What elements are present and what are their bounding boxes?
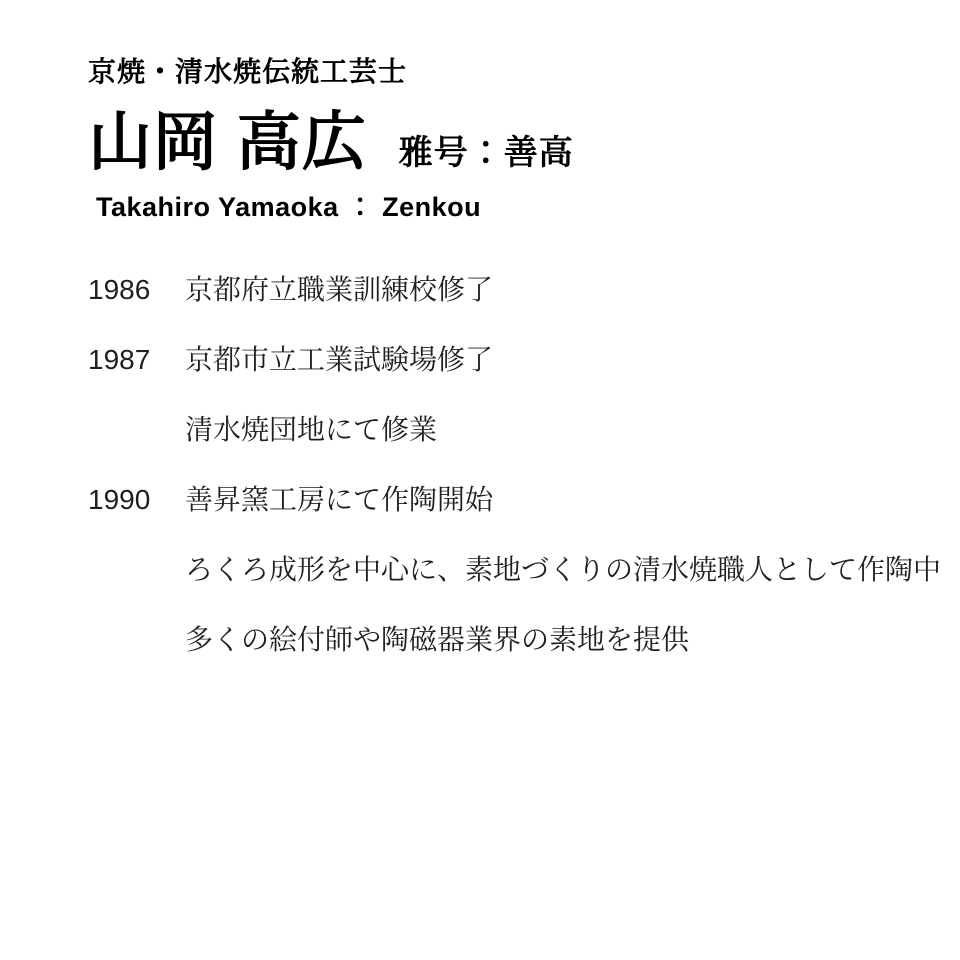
history-year: 1986 <box>88 274 151 305</box>
history-year: 1990 <box>88 484 151 515</box>
history-row <box>88 274 920 344</box>
history-row <box>88 624 920 694</box>
artist-pseudonym: 雅号：善高 <box>398 134 574 172</box>
history-text: 京都府立職業訓練校修了 <box>185 274 494 305</box>
history-text: 善昇窯工房にて作陶開始 <box>185 484 494 515</box>
name-row <box>88 108 920 176</box>
history-row <box>88 554 942 624</box>
history-row <box>88 344 920 414</box>
history-timeline <box>88 274 942 694</box>
artisan-name: 山岡 高広 <box>88 106 367 178</box>
history-text: 多くの絵付師や陶磁器業界の素地を提供 <box>185 624 690 655</box>
craft-title: 京焼・清水焼伝統工芸士 <box>88 56 408 87</box>
history-text: ろくろ成形を中心に、素地づくりの清水焼職人として作陶中 <box>185 554 942 585</box>
history-text: 京都市立工業試験場修了 <box>185 344 494 375</box>
romanized-name: Takahiro Yamaoka ： Zenkou <box>96 192 482 222</box>
history-text: 清水焼団地にて修業 <box>185 414 438 445</box>
history-row <box>88 414 920 484</box>
history-year: 1987 <box>88 344 151 375</box>
history-row <box>88 484 920 554</box>
